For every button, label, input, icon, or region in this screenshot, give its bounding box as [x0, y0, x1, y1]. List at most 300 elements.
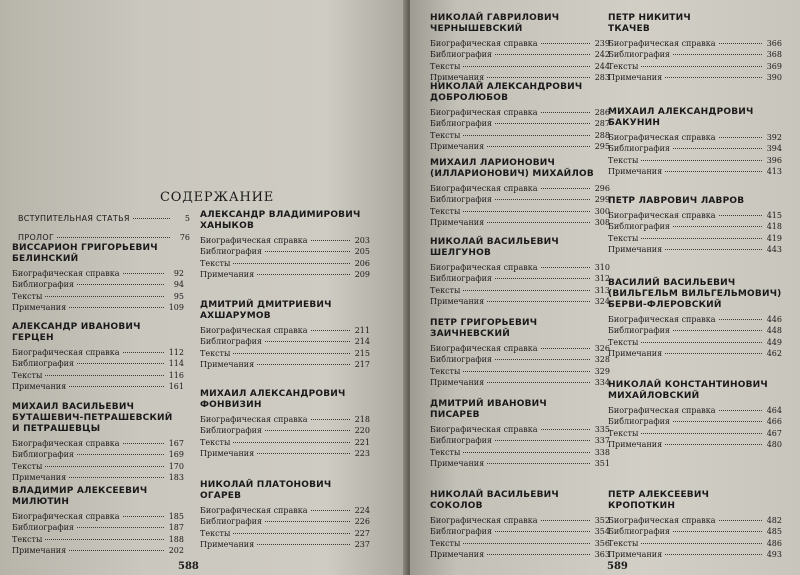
toc-entry: [430, 82, 610, 153]
toc-entry: [12, 243, 184, 314]
toc-row-page: 480: [766, 440, 782, 450]
toc-row-page: 239: [594, 39, 610, 48]
toc-row-texts: [608, 155, 782, 166]
toc-row-texts: [430, 447, 610, 458]
toc-row-page: 170: [168, 461, 184, 471]
toc-entry-heading: НИКОЛАЙ ГАВРИЛОВИЧ ЧЕРНЫШЕВСКИЙ: [430, 13, 560, 34]
toc-row-bibliography: [608, 416, 782, 427]
toc-entry: [608, 196, 782, 256]
toc-row-page: 218: [354, 415, 370, 424]
toc-row-label: Библиография: [12, 523, 74, 533]
front-item-page: 5: [184, 214, 190, 223]
toc-row-texts: [608, 538, 782, 549]
toc-row-notes: [430, 549, 610, 560]
toc-row-label: Примечания: [430, 142, 485, 152]
dot-leader: [123, 442, 164, 444]
toc-row-label: Библиография: [200, 337, 262, 347]
toc-row-notes: [430, 141, 610, 152]
toc-row-page: 242: [594, 50, 610, 60]
toc-row-page: 206: [354, 258, 370, 268]
toc-row-texts: [430, 366, 610, 377]
toc-row-page: 493: [766, 550, 782, 560]
dot-leader: [665, 352, 762, 354]
toc-row-label: Тексты: [200, 528, 231, 538]
dot-leader: [673, 147, 762, 149]
toc-row-texts: [608, 337, 782, 348]
dot-leader: [541, 519, 590, 521]
toc-entry-heading: МИХАИЛ ЛАРИОНОВИЧ (ИЛЛАРИОНОВИЧ) МИХАЙЛОВ: [430, 158, 594, 179]
toc-entry: [608, 13, 782, 84]
toc-entry-heading: ПЕТР ЛАВРОВИЧ ЛАВРОВ: [608, 196, 745, 206]
toc-row-texts: [608, 61, 782, 72]
toc-row-label: Биографическая справка: [430, 516, 538, 525]
toc-row-label: Примечания: [430, 378, 485, 388]
toc-row-label: Примечания: [608, 245, 663, 255]
toc-row-label: Биографическая справка: [12, 348, 120, 357]
toc-row-page: 209: [354, 270, 370, 280]
toc-entry-heading: АЛЕКСАНДР ИВАНОВИЧ ГЕРЦЕН: [12, 322, 141, 343]
dot-leader: [311, 509, 350, 511]
toc-row-bio: [200, 235, 370, 246]
toc-entry-heading: ВАСИЛИЙ ВАСИЛЬЕВИЧ (ВИЛЬГЕЛЬМ ВИЛЬГЕЛЬМОВИЧ) БЕРВИ-ФЛЕРОВСКИЙ: [608, 278, 782, 310]
dot-leader: [541, 428, 590, 430]
dot-leader: [463, 370, 590, 372]
dot-leader: [257, 452, 350, 454]
toc-row-label: Примечания: [12, 546, 67, 556]
toc-row-page: 310: [594, 263, 610, 272]
toc-row-label: Биографическая справка: [608, 133, 716, 142]
toc-row-label: Примечания: [12, 303, 67, 313]
toc-row-label: Примечания: [430, 218, 485, 228]
toc-row-bibliography: [430, 118, 610, 129]
dot-leader: [641, 237, 762, 239]
dot-leader: [541, 42, 590, 44]
toc-row-page: 223: [354, 449, 370, 459]
toc-row-bio: [12, 268, 184, 279]
toc-entry: [200, 480, 370, 551]
front-item-label: ПРОЛОГ: [18, 233, 55, 242]
dot-leader: [311, 329, 350, 331]
dot-leader: [487, 145, 590, 147]
dot-leader: [495, 53, 590, 55]
dot-leader: [463, 65, 590, 67]
toc-row-notes: [12, 545, 184, 556]
dot-leader: [257, 273, 350, 275]
dot-leader: [665, 553, 762, 555]
toc-row-page: 313: [594, 285, 610, 295]
toc-row-page: 283: [594, 73, 610, 83]
dot-leader: [719, 519, 762, 521]
toc-row-label: Биографическая справка: [430, 39, 538, 48]
toc-row-bibliography: [430, 273, 610, 284]
toc-row-page: 287: [594, 119, 610, 129]
toc-row-label: Библиография: [608, 50, 670, 60]
dot-leader: [665, 76, 762, 78]
dot-leader: [123, 351, 164, 353]
toc-row-page: 288: [594, 130, 610, 140]
toc-row-label: Тексты: [200, 437, 231, 447]
toc-row-page: 462: [766, 349, 782, 359]
dot-leader: [495, 198, 590, 200]
toc-row-bio: [430, 262, 610, 273]
toc-row-label: Тексты: [12, 291, 43, 301]
toc-row-label: Библиография: [12, 280, 74, 290]
toc-row-label: Примечания: [608, 73, 663, 83]
dot-leader: [541, 111, 590, 113]
toc-row-bibliography: [608, 526, 782, 537]
toc-row-bibliography: [200, 516, 370, 527]
toc-row-page: 296: [594, 184, 610, 193]
toc-row-label: Примечания: [608, 550, 663, 560]
dot-leader: [641, 159, 762, 161]
toc-row-page: 356: [594, 538, 610, 548]
dot-leader: [487, 300, 590, 302]
dot-leader: [77, 453, 164, 455]
toc-row-page: 467: [766, 428, 782, 438]
dot-leader: [641, 432, 762, 434]
toc-row-notes: [200, 448, 370, 459]
dot-leader: [123, 272, 164, 274]
toc-row-label: Библиография: [430, 50, 492, 60]
front-item-prologue: [18, 232, 190, 243]
toc-row-label: Биографическая справка: [430, 263, 538, 272]
toc-row-bio: [430, 343, 610, 354]
dot-leader: [487, 381, 590, 383]
dot-leader: [233, 352, 350, 354]
toc-row-label: Биографическая справка: [430, 425, 538, 434]
toc-row-label: Биографическая справка: [430, 184, 538, 193]
toc-row-notes: [430, 217, 610, 228]
toc-row-label: Тексты: [430, 538, 461, 548]
dot-leader: [311, 239, 350, 241]
toc-row-page: 366: [766, 39, 782, 48]
toc-row-bibliography: [608, 221, 782, 232]
right-page: [410, 0, 800, 575]
toc-row-page: 335: [594, 425, 610, 434]
dot-leader: [265, 250, 350, 252]
toc-row-page: 95: [173, 291, 184, 301]
dot-leader: [463, 210, 590, 212]
toc-row-label: Биографическая справка: [200, 326, 308, 335]
toc-row-bio: [430, 515, 610, 526]
toc-row-texts: [200, 348, 370, 359]
toc-row-page: 300: [594, 206, 610, 216]
toc-row-label: Тексты: [608, 428, 639, 438]
contents-title: СОДЕРЖАНИЕ: [160, 190, 275, 205]
toc-row-page: 295: [594, 142, 610, 152]
dot-leader: [673, 329, 762, 331]
toc-row-page: 352: [594, 516, 610, 525]
toc-row-page: 419: [766, 233, 782, 243]
toc-row-page: 116: [168, 370, 184, 380]
front-matter: [18, 213, 190, 243]
dot-leader: [719, 214, 762, 216]
dot-leader: [233, 441, 350, 443]
dot-leader: [673, 53, 762, 55]
toc-row-page: 464: [766, 406, 782, 415]
toc-entry: [200, 389, 370, 460]
toc-row-label: Тексты: [430, 366, 461, 376]
toc-entry: [12, 486, 184, 557]
dot-leader: [45, 374, 164, 376]
toc-row-notes: [12, 472, 184, 483]
dot-leader: [541, 266, 590, 268]
toc-row-label: Библиография: [608, 417, 670, 427]
toc-row-bibliography: [200, 336, 370, 347]
dot-leader: [719, 136, 762, 138]
toc-row-page: 418: [766, 222, 782, 232]
toc-row-page: 214: [354, 337, 370, 347]
toc-row-texts: [608, 233, 782, 244]
toc-row-label: Тексты: [430, 206, 461, 216]
dot-leader: [495, 277, 590, 279]
dot-leader: [495, 358, 590, 360]
dot-leader: [45, 295, 164, 297]
toc-row-page: 221: [354, 437, 370, 447]
toc-entry-heading: ПЕТР ГРИГОРЬЕВИЧ ЗАИЧНЕВСКИЙ: [430, 318, 538, 339]
dot-leader: [665, 248, 762, 250]
dot-leader: [641, 65, 762, 67]
front-item-intro: [18, 213, 190, 224]
toc-row-bibliography: [430, 354, 610, 365]
dot-leader: [495, 439, 590, 441]
toc-row-texts: [430, 538, 610, 549]
toc-row-notes: [430, 296, 610, 307]
toc-row-label: Примечания: [430, 73, 485, 83]
toc-row-bibliography: [608, 49, 782, 60]
dot-leader: [45, 465, 164, 467]
toc-row-page: 312: [594, 274, 610, 284]
toc-entry-heading: ПЕТР НИКИТИЧ ТКАЧЕВ: [608, 13, 691, 34]
dot-leader: [673, 420, 762, 422]
toc-row-label: Тексты: [430, 447, 461, 457]
toc-row-texts: [430, 206, 610, 217]
toc-row-texts: [430, 285, 610, 296]
toc-row-page: 224: [354, 506, 370, 515]
toc-row-page: 167: [168, 439, 184, 448]
toc-row-bio: [608, 405, 782, 416]
dot-leader: [487, 76, 590, 78]
toc-row-label: Примечания: [430, 297, 485, 307]
toc-row-bibliography: [12, 279, 184, 290]
toc-row-texts: [12, 291, 184, 302]
dot-leader: [77, 283, 164, 285]
toc-row-page: 226: [354, 517, 370, 527]
toc-entry-heading: НИКОЛАЙ АЛЕКСАНДРОВИЧ ДОБРОЛЮБОВ: [430, 82, 583, 103]
toc-row-label: Тексты: [12, 534, 43, 544]
dot-leader: [673, 530, 762, 532]
toc-row-page: 363: [594, 550, 610, 560]
toc-row-label: Биографическая справка: [608, 39, 716, 48]
toc-row-page: 183: [168, 473, 184, 483]
toc-row-label: Биографическая справка: [12, 512, 120, 521]
toc-row-label: Тексты: [12, 370, 43, 380]
toc-row-notes: [200, 359, 370, 370]
toc-row-page: 394: [766, 144, 782, 154]
dot-leader: [487, 462, 590, 464]
toc-row-bio: [12, 347, 184, 358]
toc-row-page: 415: [766, 211, 782, 220]
toc-row-bio: [12, 438, 184, 449]
toc-row-notes: [430, 377, 610, 388]
toc-entry-heading: ВЛАДИМИР АЛЕКСЕЕВИЧ МИЛЮТИН: [12, 486, 148, 507]
dot-leader: [495, 530, 590, 532]
toc-row-label: Библиография: [430, 274, 492, 284]
toc-row-bibliography: [12, 449, 184, 460]
toc-row-label: Тексты: [200, 258, 231, 268]
toc-row-label: Биографическая справка: [200, 415, 308, 424]
toc-entry-heading: ВИССАРИОН ГРИГОРЬЕВИЧ БЕЛИНСКИЙ: [12, 243, 158, 264]
dot-leader: [233, 532, 350, 534]
toc-row-page: 112: [168, 348, 184, 357]
dot-leader: [673, 225, 762, 227]
toc-row-page: 187: [168, 523, 184, 533]
dot-leader: [69, 385, 164, 387]
dot-leader: [719, 42, 762, 44]
dot-leader: [77, 362, 164, 364]
toc-row-page: 413: [766, 167, 782, 177]
dot-leader: [665, 443, 762, 445]
toc-row-bio: [200, 325, 370, 336]
toc-row-notes: [12, 381, 184, 392]
toc-row-label: Биографическая справка: [608, 516, 716, 525]
dot-leader: [69, 306, 164, 308]
toc-row-label: Примечания: [12, 473, 67, 483]
toc-row-label: Примечания: [608, 440, 663, 450]
toc-row-page: 326: [594, 344, 610, 353]
toc-entry-heading: НИКОЛАЙ КОНСТАНТИНОВИЧ МИХАЙЛОВСКИЙ: [608, 380, 768, 401]
toc-row-page: 237: [354, 540, 370, 550]
toc-entry-heading: ДМИТРИЙ ДМИТРИЕВИЧ АХШАРУМОВ: [200, 300, 332, 321]
dot-leader: [69, 549, 164, 551]
toc-row-label: Тексты: [608, 538, 639, 548]
toc-entry: [200, 300, 370, 371]
toc-row-page: 369: [766, 61, 782, 71]
toc-row-page: 334: [594, 378, 610, 388]
toc-entry-heading: АЛЕКСАНДР ВЛАДИМИРОВИЧ ХАНЫКОВ: [200, 210, 361, 231]
toc-entry-heading: НИКОЛАЙ ВАСИЛЬЕВИЧ ШЕЛГУНОВ: [430, 237, 559, 258]
toc-row-texts: [12, 534, 184, 545]
dot-leader: [257, 363, 350, 365]
toc-row-label: Тексты: [608, 61, 639, 71]
toc-row-bibliography: [430, 526, 610, 537]
toc-row-label: Биографическая справка: [200, 236, 308, 245]
toc-row-label: Биографическая справка: [12, 439, 120, 448]
toc-row-label: Примечания: [608, 349, 663, 359]
toc-row-bibliography: [12, 358, 184, 369]
dot-leader: [665, 170, 762, 172]
toc-entry: [608, 380, 782, 451]
front-item-page: 76: [179, 233, 190, 242]
toc-row-page: 449: [766, 337, 782, 347]
toc-row-page: 354: [594, 527, 610, 537]
toc-row-page: 351: [594, 459, 610, 469]
toc-row-bio: [608, 314, 782, 325]
toc-row-page: 486: [766, 538, 782, 548]
toc-entry-heading: НИКОЛАЙ ВАСИЛЬЕВИЧ СОКОЛОВ: [430, 490, 559, 511]
toc-row-page: 329: [594, 366, 610, 376]
toc-row-bio: [608, 132, 782, 143]
toc-row-page: 482: [766, 516, 782, 525]
toc-row-label: Примечания: [430, 459, 485, 469]
toc-row-page: 308: [594, 218, 610, 228]
dot-leader: [495, 122, 590, 124]
toc-row-label: Тексты: [430, 130, 461, 140]
toc-row-bio: [12, 511, 184, 522]
toc-entry-heading: МИХАИЛ АЛЕКСАНДРОВИЧ ФОНВИЗИН: [200, 389, 346, 410]
toc-row-bio: [608, 210, 782, 221]
toc-row-page: 485: [766, 527, 782, 537]
toc-row-page: 202: [168, 546, 184, 556]
toc-row-label: Библиография: [430, 195, 492, 205]
toc-row-page: 227: [354, 528, 370, 538]
toc-row-page: 92: [173, 269, 184, 278]
toc-row-label: Биографическая справка: [608, 211, 716, 220]
toc-row-page: 203: [354, 236, 370, 245]
dot-leader: [463, 542, 590, 544]
toc-entry: [200, 210, 370, 281]
dot-leader: [265, 429, 350, 431]
toc-entry: [430, 399, 610, 470]
toc-row-label: Биографическая справка: [12, 269, 120, 278]
dot-leader: [541, 347, 590, 349]
dot-leader: [463, 134, 590, 136]
dot-leader: [45, 538, 164, 540]
toc-row-label: Библиография: [12, 450, 74, 460]
toc-entry: [430, 13, 610, 84]
dot-leader: [311, 418, 350, 420]
toc-row-label: Биографическая справка: [430, 108, 538, 117]
toc-row-notes: [608, 166, 782, 177]
dot-leader: [719, 409, 762, 411]
dot-leader: [77, 526, 164, 528]
toc-row-bio: [608, 515, 782, 526]
dot-leader: [463, 451, 590, 453]
toc-row-notes: [608, 439, 782, 450]
toc-row-bibliography: [12, 522, 184, 533]
toc-row-page: 392: [766, 133, 782, 142]
dot-leader: [641, 341, 762, 343]
toc-row-texts: [200, 528, 370, 539]
toc-row-texts: [430, 130, 610, 141]
dot-leader: [233, 262, 350, 264]
toc-row-bio: [430, 38, 610, 49]
toc-row-label: Биографическая справка: [430, 344, 538, 353]
toc-row-page: 169: [168, 450, 184, 460]
dot-leader: [463, 289, 590, 291]
toc-row-page: 211: [354, 326, 370, 335]
toc-row-label: Биографическая справка: [608, 406, 716, 415]
toc-entry: [430, 158, 610, 229]
toc-row-label: Библиография: [608, 144, 670, 154]
toc-row-page: 94: [173, 280, 184, 290]
dot-leader: [265, 520, 350, 522]
dot-leader: [69, 476, 164, 478]
toc-row-label: Тексты: [12, 461, 43, 471]
toc-row-label: Примечания: [608, 167, 663, 177]
toc-row-page: 244: [594, 61, 610, 71]
toc-row-bibliography: [200, 246, 370, 257]
toc-row-label: Библиография: [608, 222, 670, 232]
dot-leader: [487, 221, 590, 223]
dot-leader: [641, 542, 762, 544]
toc-entry-heading: ПЕТР АЛЕКСЕЕВИЧ КРОПОТКИН: [608, 490, 710, 511]
toc-row-texts: [200, 437, 370, 448]
toc-entry-heading: МИХАИЛ ВАСИЛЬЕВИЧ БУТАШЕВИЧ-ПЕТРАШЕВСКИЙ И ПЕТРАШЕВЦЫ: [12, 402, 173, 434]
toc-entry: [430, 490, 610, 561]
page-number-right: 589: [607, 561, 628, 572]
toc-row-label: Тексты: [430, 61, 461, 71]
